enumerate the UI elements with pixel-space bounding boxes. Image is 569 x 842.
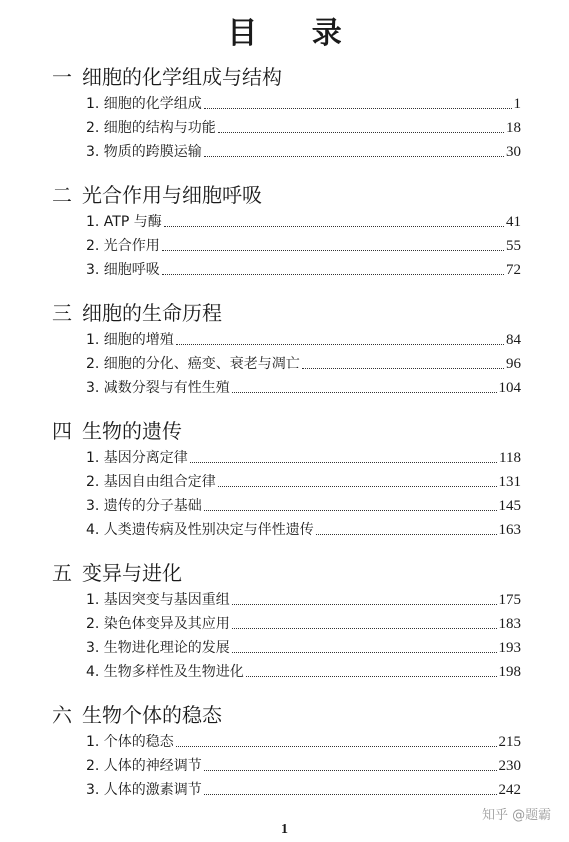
dot-leader [246,666,497,677]
toc-entry-title: 2. 基因自由组合定律 [86,474,216,490]
toc-entry-page: 215 [498,734,521,750]
dot-leader [204,146,504,157]
toc-entry[interactable] [86,234,521,258]
toc-entry[interactable] [86,140,521,164]
toc-chapter [0,298,569,400]
toc-entry[interactable] [86,588,521,612]
dot-leader [232,618,497,629]
toc-entry-page: 72 [506,262,521,278]
toc-entry-title: 3. 人体的激素调节 [86,782,202,798]
dot-leader [218,476,497,487]
toc-entry-page: 30 [506,144,521,160]
toc-entry-page: 104 [498,380,521,396]
toc-entry-title: 1. 细胞的增殖 [86,332,174,348]
toc-entry-title: 1. 细胞的化学组成 [86,96,202,112]
page-title: 目 录 [227,16,364,51]
toc-entry-title: 3. 减数分裂与有性生殖 [86,380,230,396]
chapter-heading [0,416,569,446]
toc-entry[interactable] [86,660,521,684]
chapter-heading [0,180,569,210]
toc-entry[interactable] [86,210,521,234]
toc-entry-page: 163 [498,522,521,538]
toc-entry-title: 1. 个体的稳态 [86,734,174,750]
toc-entry[interactable] [86,612,521,636]
dot-leader [232,594,497,605]
toc-entry-page: 118 [499,450,521,466]
dot-leader [232,382,497,393]
toc-entry[interactable] [86,518,521,542]
chapter-heading [0,62,569,92]
toc-entry-page: 131 [498,474,521,490]
dot-leader [176,736,497,747]
chapter-title: 细胞的生命历程 [82,301,222,325]
toc-entry-page: 1 [513,96,521,112]
dot-leader [204,760,497,771]
toc-entry-page: 84 [506,332,521,348]
chapter-title: 生物的遗传 [82,419,182,443]
toc-entry[interactable] [86,258,521,282]
dot-leader [162,264,504,275]
toc-entry-title: 4. 生物多样性及生物进化 [86,664,244,680]
toc-entry[interactable] [86,446,521,470]
toc-entry-title: 2. 光合作用 [86,238,160,254]
toc-entry-page: 198 [498,664,521,680]
toc-entry-title: 3. 物质的跨膜运输 [86,144,202,160]
dot-leader [302,358,504,369]
toc-entry[interactable] [86,494,521,518]
toc-entry[interactable] [86,754,521,778]
toc-entry-title: 2. 人体的神经调节 [86,758,202,774]
toc-entry[interactable] [86,116,521,140]
dot-leader [190,452,497,463]
toc-chapter [0,62,569,164]
toc-entry-page: 230 [498,758,521,774]
dot-leader [162,240,504,251]
toc-entry-page: 242 [498,782,521,798]
chapter-number: 三 [52,301,72,325]
toc-entry-title: 2. 细胞的分化、癌变、衰老与凋亡 [86,356,300,372]
toc-entry[interactable] [86,328,521,352]
chapter-title: 生物个体的稳态 [82,703,222,727]
toc-entry-title: 1. 基因突变与基因重组 [86,592,230,608]
chapter-number: 六 [52,703,72,727]
toc-entry-page: 145 [498,498,521,514]
toc-entry-title: 3. 生物进化理论的发展 [86,640,230,656]
dot-leader [218,122,504,133]
toc-entry[interactable] [86,470,521,494]
toc-entry[interactable] [86,636,521,660]
chapter-number: 五 [52,561,72,585]
dot-leader [204,98,512,109]
dot-leader [176,334,504,345]
chapter-heading [0,298,569,328]
toc-entry-page: 18 [506,120,521,136]
dot-leader [316,524,497,535]
table-of-contents [0,62,569,818]
toc-entry-title: 1. ATP 与酶 [86,214,162,230]
dot-leader [232,642,497,653]
chapter-heading [0,700,569,730]
toc-entry-page: 175 [498,592,521,608]
page-number: 1 [281,822,288,837]
toc-entry-title: 1. 基因分离定律 [86,450,188,466]
chapter-number: 二 [52,183,72,207]
toc-entry-page: 41 [506,214,521,230]
toc-entry[interactable] [86,778,521,802]
toc-entry-title: 4. 人类遗传病及性别决定与伴性遗传 [86,522,314,538]
watermark: 知乎 @题霸 [482,808,552,823]
toc-entry[interactable] [86,730,521,754]
chapter-number: 四 [52,419,72,443]
chapter-title: 光合作用与细胞呼吸 [82,183,262,207]
toc-entry-title: 3. 细胞呼吸 [86,262,160,278]
toc-entry[interactable] [86,376,521,400]
toc-chapter [0,700,569,802]
toc-entry-title: 2. 细胞的结构与功能 [86,120,216,136]
toc-entry-title: 2. 染色体变异及其应用 [86,616,230,632]
toc-entry-page: 96 [506,356,521,372]
toc-entry-page: 183 [498,616,521,632]
dot-leader [204,500,497,511]
toc-entry-page: 55 [506,238,521,254]
toc-entry[interactable] [86,352,521,376]
chapter-number: 一 [52,65,72,89]
toc-entry-page: 193 [498,640,521,656]
toc-chapter [0,416,569,542]
chapter-heading [0,558,569,588]
chapter-title: 细胞的化学组成与结构 [82,65,282,89]
toc-chapter [0,558,569,684]
toc-entry[interactable] [86,92,521,116]
chapter-title: 变异与进化 [82,561,182,585]
toc-entry-title: 3. 遗传的分子基础 [86,498,202,514]
dot-leader [164,216,504,227]
dot-leader [204,784,497,795]
toc-chapter [0,180,569,282]
